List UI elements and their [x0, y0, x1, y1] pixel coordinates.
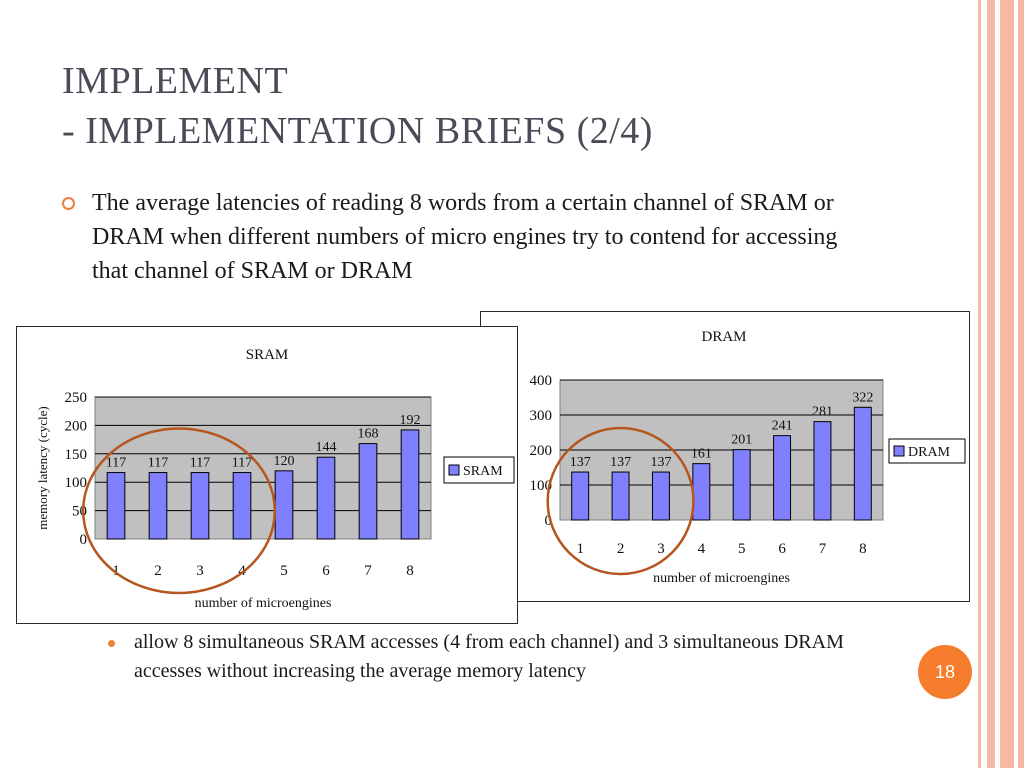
- data-label: 120: [273, 453, 295, 469]
- page-number-badge: 18: [918, 645, 972, 699]
- legend-swatch: [449, 465, 459, 475]
- title-line-2: - IMPLEMENTATION BRIEFS (2/4): [62, 110, 653, 152]
- y-tick-label: 150: [64, 446, 87, 463]
- sub-bullet-text: allow 8 simultaneous SRAM accesses (4 from each channel) and 3 simultaneous DRAM accesses without increasing the average memory latency: [134, 631, 844, 682]
- data-label: 161: [690, 446, 712, 462]
- bar: [774, 436, 791, 520]
- data-label: 137: [610, 455, 632, 471]
- slide-title: [62, 56, 653, 156]
- legend-label: DRAM: [908, 445, 951, 460]
- data-label: 192: [399, 412, 421, 428]
- data-label: 201: [731, 432, 753, 448]
- y-tick-label: 100: [64, 475, 87, 492]
- frame-line-4: [1018, 0, 1024, 768]
- bar: [191, 473, 209, 539]
- y-tick-label: 100: [529, 478, 552, 494]
- y-tick-label: 400: [529, 373, 552, 389]
- main-bullet-text: The average latencies of reading 8 words from a certain channel of SRAM or DRAM when different numbers of micro engines try to contend for accessing that channel of SRAM or DRAM: [92, 190, 838, 284]
- y-tick-label: 50: [72, 503, 87, 520]
- x-tick-label: 2: [616, 541, 625, 557]
- bar: [401, 430, 419, 539]
- bar: [107, 473, 125, 539]
- data-label: 117: [105, 455, 127, 471]
- data-label: 117: [231, 455, 253, 471]
- x-tick-label: 5: [737, 541, 746, 557]
- bar: [693, 464, 710, 520]
- y-tick-label: 300: [529, 408, 552, 424]
- x-tick-label: 6: [322, 563, 330, 579]
- data-label: 241: [771, 418, 793, 434]
- y-tick-label: 0: [79, 532, 87, 548]
- data-label: 144: [315, 440, 337, 456]
- x-tick-label: 3: [657, 541, 665, 557]
- bar: [149, 473, 167, 539]
- bar: [612, 472, 629, 520]
- bar: [275, 471, 293, 539]
- x-tick-label: 2: [154, 563, 162, 579]
- x-tick-label: 4: [238, 563, 246, 579]
- y-tick-label: 0: [544, 513, 552, 529]
- x-tick-label: 7: [818, 541, 827, 557]
- x-tick-label: 6: [778, 541, 786, 557]
- x-tick-label: 1: [112, 563, 120, 579]
- sram-chart-svg: [17, 327, 517, 623]
- data-label: 281: [811, 404, 833, 420]
- bar: [814, 422, 831, 520]
- x-axis-label: number of microengines: [653, 571, 790, 586]
- bar: [359, 444, 377, 539]
- bar: [733, 450, 750, 520]
- x-tick-label: 1: [576, 541, 584, 557]
- data-label: 137: [569, 455, 591, 471]
- y-axis-label: memory latency (cycle): [35, 406, 50, 530]
- frame-line-1: [978, 0, 981, 768]
- dram-chart: [480, 311, 970, 602]
- ring-bullet-icon: [62, 197, 75, 210]
- x-axis-label: number of microengines: [194, 596, 332, 611]
- title-line-1: IMPLEMENT: [62, 60, 289, 102]
- bar: [233, 473, 251, 539]
- frame-line-2: [987, 0, 995, 768]
- dram-chart-svg: [481, 312, 969, 601]
- data-label: 117: [147, 455, 169, 471]
- legend-swatch: [894, 446, 904, 456]
- data-label: 168: [357, 426, 379, 442]
- x-tick-label: 5: [280, 563, 288, 579]
- bar: [572, 472, 589, 520]
- chart-title: SRAM: [245, 347, 289, 363]
- bar: [854, 407, 871, 520]
- y-tick-label: 250: [64, 390, 87, 406]
- y-tick-label: 200: [64, 418, 87, 435]
- y-tick-label: 200: [529, 443, 552, 459]
- frame-line-3: [1000, 0, 1014, 768]
- chart-title: DRAM: [701, 329, 747, 345]
- plot-area: [95, 397, 431, 539]
- x-tick-label: 3: [196, 563, 204, 579]
- sram-chart: [16, 326, 518, 624]
- x-tick-label: 8: [406, 563, 414, 579]
- dot-bullet-icon: [108, 640, 115, 647]
- data-label: 322: [852, 390, 874, 406]
- x-tick-label: 4: [697, 541, 706, 557]
- data-label: 117: [189, 455, 211, 471]
- legend-label: SRAM: [463, 464, 503, 479]
- bar: [652, 472, 669, 520]
- data-label: 137: [650, 455, 672, 471]
- x-tick-label: 7: [364, 563, 372, 579]
- bar: [317, 457, 335, 539]
- x-tick-label: 8: [859, 541, 867, 557]
